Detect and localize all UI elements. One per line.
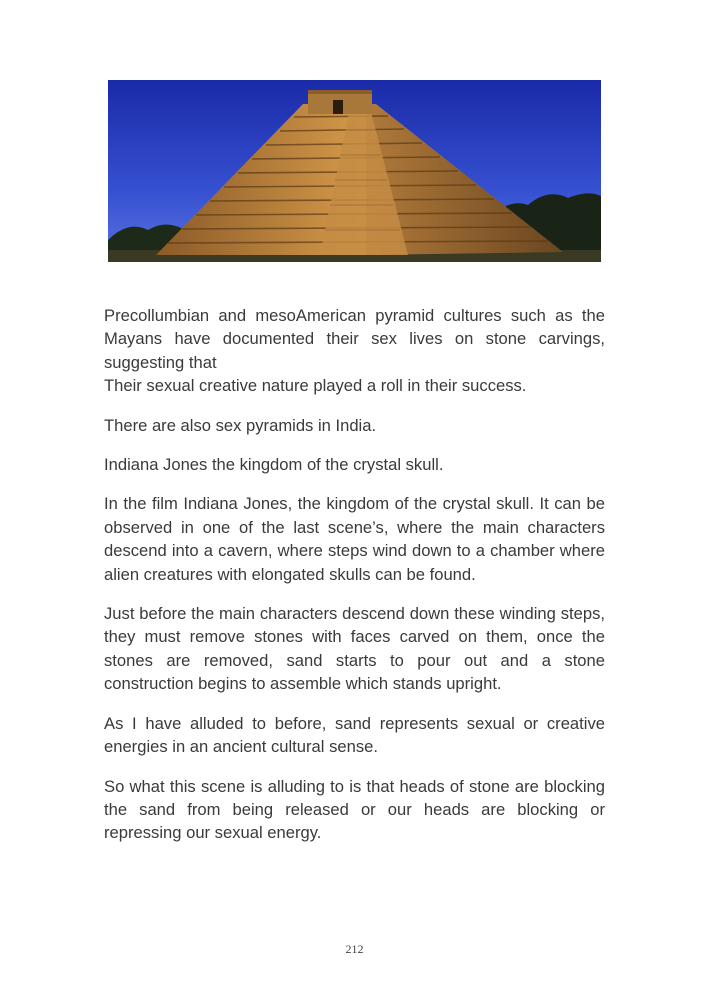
paragraph-india: There are also sex pyramids in India. <box>104 415 377 435</box>
body-text <box>104 304 605 861</box>
paragraph-sand-meaning: As I have alluded to before, sand represents sexual or creative energies in an ancient cultural sense. <box>104 713 605 757</box>
page-number: 212 <box>345 942 364 956</box>
paragraph-conclusion: So what this scene is alluding to is that heads of stone are blocking the sand from being released or our heads are blocking or repressing our sexual energy. <box>104 776 605 843</box>
pyramid-photo <box>108 80 601 262</box>
paragraph-line: Their sexual creative nature played a roll in their success. <box>104 376 527 396</box>
paragraph-mayans <box>104 304 605 398</box>
paragraph-film-scene: In the film Indiana Jones, the kingdom of the crystal skull. It can be observed in one of the last scene’s, where the main characters descend into a cavern, where steps wind down to a chamber where alien creatures with elongated skulls can be found. <box>104 494 605 584</box>
paragraph-indiana-jones-title: Indiana Jones the kingdom of the crystal skull. <box>104 455 444 475</box>
paragraph-line: Precollumbian and mesoAmerican pyramid cultures such as the Mayans have documented their sex lives on stone carvings, suggesting that <box>104 306 605 372</box>
paragraph-winding-steps: Just before the main characters descend down these winding steps, they must remove stones with faces carved on them, once the stones are removed, sand starts to pour out and a stone construction begins to assemble which stands upright. <box>104 604 605 694</box>
pyramid-illustration <box>108 80 601 262</box>
